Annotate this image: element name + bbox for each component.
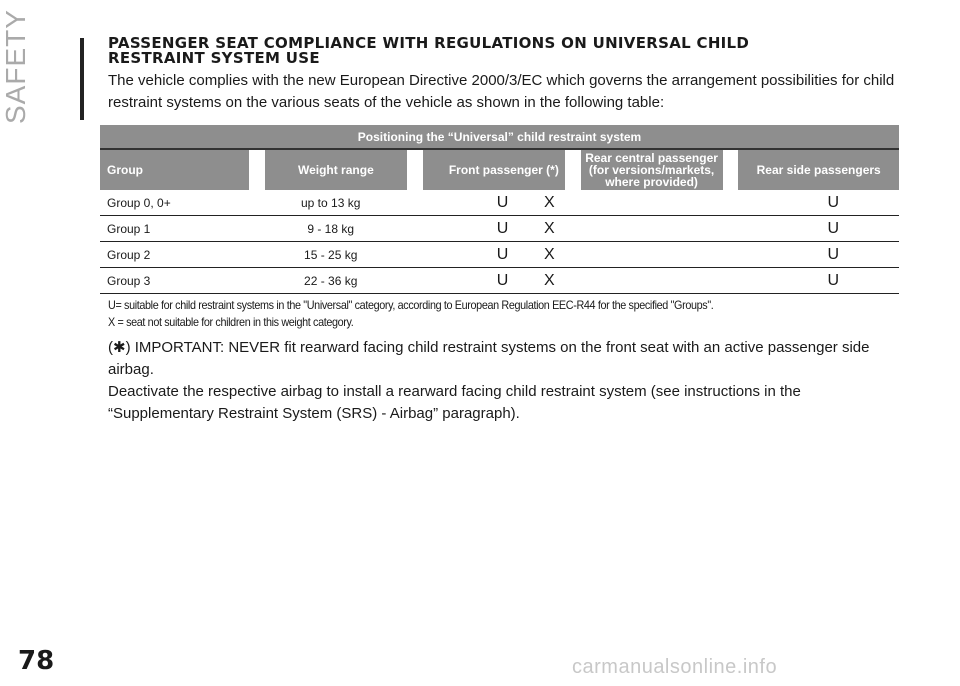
cell-rear-central: X [543, 271, 555, 289]
header-gap [723, 150, 739, 190]
note-universal: U= suitable for child restraint systems in the "Universal" category, according to European Regulation EEC-R44 for the specified "Groups". [108, 298, 714, 312]
table-title: Positioning the “Universal” child restraint system [100, 125, 899, 150]
intro-paragraph: The vehicle complies with the new European Directive 2000/3/EC which governs the arrangement possibilities for child restraint systems on the various seats of the vehicle as shown in the following table: [108, 72, 895, 111]
section-label: SAFETY [0, 9, 31, 124]
cell-group: Group 2 [107, 247, 151, 262]
cell-group: Group 0, 0+ [107, 195, 171, 210]
table-row [100, 216, 899, 242]
cell-group: Group 1 [107, 221, 151, 236]
header-rear-central: Rear central passenger (for versions/markets, where provided) [581, 150, 723, 190]
cell-weight: 22 - 36 kg [304, 273, 358, 288]
cell-rear-side: U [827, 193, 839, 211]
table-header-row [100, 150, 899, 190]
cell-front: U [496, 219, 509, 237]
cell-group: Group 3 [107, 273, 151, 288]
note-not-suitable: X = seat not suitable for children in this weight category. [108, 315, 354, 329]
cell-front: U [496, 193, 509, 211]
table-notes [108, 297, 908, 331]
table-row [100, 268, 899, 294]
section-divider [80, 38, 84, 120]
cell-weight: up to 13 kg [301, 195, 361, 210]
watermark-text: carmanualsonline.info [572, 656, 778, 678]
table-row [100, 242, 899, 268]
cell-rear-central: X [543, 193, 555, 211]
cell-weight: 9 - 18 kg [307, 221, 355, 236]
header-weight-range: Weight range [265, 150, 407, 190]
child-restraint-table [100, 125, 899, 294]
warning-line-1: (✱) IMPORTANT: NEVER fit rearward facing child restraint systems on the front seat with an active passenger side airbag. [108, 339, 870, 378]
cell-weight: 15 - 25 kg [304, 247, 358, 262]
section-heading [108, 36, 928, 66]
cell-rear-side: U [827, 245, 839, 263]
cell-rear-side: U [827, 271, 839, 289]
warning-line-2: Deactivate the respective airbag to install a rearward facing child restraint system (see instructions in the “Supplementary Restraint System (SRS) - Airbag” paragraph). [108, 383, 801, 422]
cell-rear-central: X [543, 245, 555, 263]
table-row [100, 190, 899, 216]
heading-line-1: PASSENGER SEAT COMPLIANCE WITH REGULATIONS ON UNIVERSAL CHILD [108, 34, 750, 52]
page-number: 78 [18, 646, 55, 676]
header-group: Group [100, 150, 249, 190]
cell-rear-central: X [543, 219, 555, 237]
header-front-passenger: Front passenger (*) [423, 150, 565, 190]
cell-rear-side: U [827, 219, 839, 237]
cell-front: U [496, 271, 509, 289]
heading-line-2: RESTRAINT SYSTEM USE [108, 49, 320, 67]
header-gap [407, 150, 423, 190]
important-warning [108, 337, 898, 425]
header-gap [565, 150, 581, 190]
header-rear-side: Rear side passengers [738, 150, 899, 190]
cell-front: U [496, 245, 509, 263]
header-gap [249, 150, 265, 190]
